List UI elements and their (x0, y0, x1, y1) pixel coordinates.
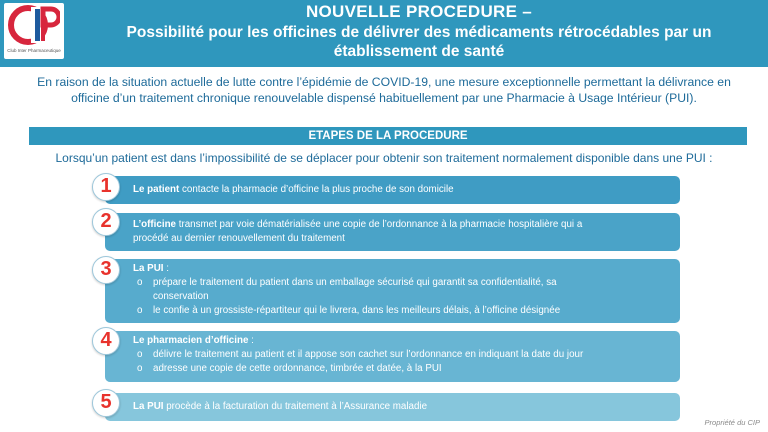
step-3-box (105, 259, 680, 323)
step-1-box (105, 176, 680, 204)
footer-ownership-note: Propriété du CIP (704, 418, 760, 427)
step-3-subitem-1 (133, 276, 672, 304)
step-5-number: 5 (92, 389, 120, 417)
step-1-text (133, 183, 672, 197)
step-4-subitem-2 (133, 362, 672, 376)
page-subtitle (70, 23, 768, 61)
step-5-box (105, 393, 680, 421)
step-4-number: 4 (92, 327, 120, 355)
logo-caption: Club Inter Pharmaceutique (7, 48, 61, 53)
step-3-actor: La PUI (133, 263, 164, 274)
step-3-subitem-1-line-1: prépare le traitement du patient dans un emballage sécurisé qui garantit sa confidentialité, sa (153, 277, 557, 288)
step-3-subitem-2 (133, 304, 672, 318)
bullet-icon: o (137, 277, 143, 288)
step-4-actor: Le pharmacien d’officine (133, 335, 249, 346)
step-1-description: contacte la pharmacie d’officine la plus proche de son domicile (179, 184, 454, 195)
step-5-text (133, 400, 672, 414)
step-2-box (105, 213, 680, 251)
bullet-icon: o (137, 305, 143, 316)
step-2-number: 2 (92, 208, 120, 236)
bullet-icon: o (137, 363, 143, 374)
step-4-text (133, 334, 672, 376)
lead-sentence: Lorsqu’un patient est dans l’impossibilité de se déplacer pour obtenir son traitement normalement disponible dans une PUI : (55, 151, 713, 165)
step-2-text (133, 218, 672, 246)
intro-line-1: En raison de la situation actuelle de lutte contre l’épidémie de COVID-19, une mesure exceptionnelle permettant la délivrance en (37, 75, 731, 89)
header-banner (0, 0, 768, 67)
step-4-subitem-1-text: délivre le traitement au patient et il appose son cachet sur l’ordonnance en indiquant la date du jour (153, 349, 584, 360)
subtitle-line-2: établissement de santé (333, 43, 505, 60)
step-4-box (105, 331, 680, 382)
step-4-heading (133, 334, 672, 348)
step-2-actor: L’officine (133, 219, 176, 230)
page-title: NOUVELLE PROCEDURE – (305, 2, 533, 21)
step-3-colon: : (163, 263, 169, 274)
step-3-subitem-2-text: le confie à un grossiste-répartiteur qui le livrera, dans les meilleurs délais, à l’officine désignée (153, 305, 561, 316)
subtitle-line-1: Possibilité pour les officines de délivrer des médicaments rétrocédables par un (126, 24, 712, 41)
cip-logo (4, 3, 64, 59)
bullet-icon: o (137, 349, 143, 360)
step-5-description: procède à la facturation du traitement à l’Assurance maladie (163, 401, 428, 412)
step-2-line-1 (133, 218, 672, 232)
step-4-subitem-1 (133, 348, 672, 362)
step-5-actor: La PUI (133, 401, 164, 412)
step-3-heading (133, 262, 672, 276)
step-1-actor: Le patient (133, 184, 180, 195)
step-3-text (133, 262, 672, 318)
intro-line-2: officine d’un traitement chronique renouvelable dispensé habituellement par une Pharmacie à Usage Intérieur (PUI). (71, 91, 697, 105)
step-3-number: 3 (92, 256, 120, 284)
step-1-number: 1 (92, 173, 120, 201)
step-4-subitem-2-text: adresse une copie de cette ordonnance, timbrée et datée, à la PUI (153, 363, 442, 374)
intro-paragraph (0, 74, 768, 106)
step-2-line-2: procédé au dernier renouvellement du traitement (133, 233, 345, 244)
cip-logo-icon (8, 5, 60, 47)
step-2-description: transmet par voie dématérialisée une copie de l’ordonnance à la pharmacie hospitalière qui a (176, 219, 583, 230)
step-4-colon: : (248, 335, 254, 346)
section-header-etapes: ETAPES DE LA PROCEDURE (29, 127, 747, 145)
step-3-subitem-1-line-2: conservation (153, 291, 209, 302)
